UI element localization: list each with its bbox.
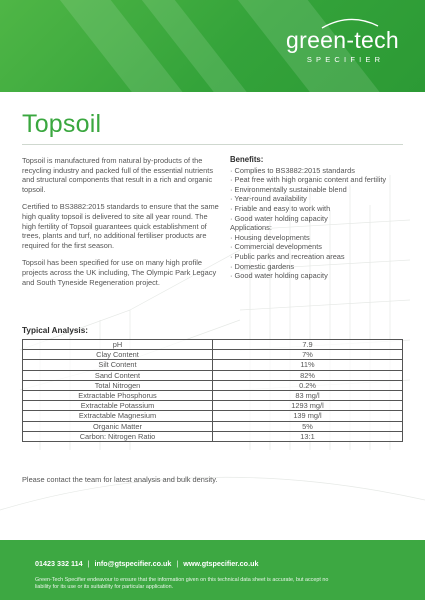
analysis-value: 82% [213, 370, 403, 380]
benefit-item: · Environmentally sustainable blend [230, 184, 347, 194]
table-row [23, 411, 403, 421]
intro-paragraph: Topsoil is manufactured from natural by-products of the recycling industry and packed full of the essential nutrients and structural components that result in a rich and organic topsoil. [22, 156, 214, 194]
benefit-item: · Peat free with high organic content and fertility [230, 175, 387, 185]
analysis-value: 7.9 [213, 340, 403, 350]
table-row [23, 390, 403, 400]
benefit-item: · Complies to BS3882:2015 standards [230, 165, 355, 175]
benefit-item: · Friable and easy to work with [230, 203, 331, 213]
intro-paragraph: Certified to BS3882:2015 standards to ensure that the same high quality topsoil is delivered to site all year round. The high fertility of Topsoil guarantees quick establishment of trees, plants and turf, no additional fertiliser products are required for the first season. [22, 202, 219, 250]
analysis-heading: Typical Analysis: [22, 326, 88, 335]
intro-column [22, 156, 222, 295]
benefits-heading: Benefits: [230, 155, 264, 164]
analysis-parameter: Carbon: Nitrogen Ratio [23, 431, 213, 441]
green-tech-logo [286, 28, 399, 64]
logo-tagline: SPECIFIER [306, 55, 385, 64]
benefit-item: · Good water holding capacity [230, 213, 328, 223]
footer-bar [0, 540, 425, 600]
footer-separator: | [87, 559, 90, 568]
logo-arc-icon [320, 16, 380, 30]
benefits-column [230, 155, 406, 281]
application-item: · Housing developments [230, 232, 310, 242]
application-item: · Good water holding capacity [230, 271, 328, 281]
application-item: · Public parks and recreation areas [230, 251, 345, 261]
analysis-value: 5% [213, 421, 403, 431]
table-row [23, 360, 403, 370]
table-row [23, 431, 403, 441]
page-title: Topsoil [22, 110, 102, 138]
phone-number[interactable]: 01423 332 114 [35, 559, 83, 568]
analysis-value: 1293 mg/l [213, 401, 403, 411]
table-row [23, 380, 403, 390]
analysis-value: 0.2% [213, 380, 403, 390]
application-item: · Domestic gardens [230, 261, 295, 271]
email-link[interactable]: info@gtspecifier.co.uk [94, 559, 172, 568]
analysis-parameter: Silt Content [23, 360, 213, 370]
analysis-table [22, 339, 403, 442]
table-row [23, 370, 403, 380]
table-row [23, 350, 403, 360]
analysis-value: 139 mg/l [213, 411, 403, 421]
analysis-value: 7% [213, 350, 403, 360]
table-row [23, 421, 403, 431]
applications-heading: Applications: [230, 223, 272, 233]
analysis-parameter: Sand Content [23, 370, 213, 380]
contact-note: Please contact the team for latest analysis and bulk density. [22, 475, 218, 484]
website-link[interactable]: www.gtspecifier.co.uk [183, 559, 259, 568]
analysis-value: 11% [213, 360, 403, 370]
analysis-value: 83 mg/l [213, 390, 403, 400]
analysis-parameter: Extractable Phosphorus [23, 390, 213, 400]
application-item: · Commercial developments [230, 242, 323, 252]
table-row [23, 340, 403, 350]
intro-paragraph: Topsoil has been specified for use on many high profile projects across the UK including, The Olympic Park Legacy and South Tyneside Regeneration project. [22, 258, 217, 287]
header-banner [0, 0, 425, 92]
table-row [23, 401, 403, 411]
footer-disclaimer: Green-Tech Specifier endeavour to ensure that the information given on this technical data sheet is accurate, but accept no liability for its use or its suitability for particular application. [35, 577, 329, 591]
analysis-parameter: Clay Content [23, 350, 213, 360]
analysis-value: 13:1 [213, 431, 403, 441]
footer-separator: | [176, 559, 179, 568]
benefit-item: · Year-round availability [230, 194, 307, 204]
title-divider [22, 144, 403, 145]
analysis-parameter: Extractable Potassium [23, 401, 213, 411]
analysis-parameter: pH [23, 340, 213, 350]
analysis-parameter: Total Nitrogen [23, 380, 213, 390]
logo-wordmark: green-tech [286, 27, 399, 53]
footer-contacts [35, 559, 258, 568]
analysis-parameter: Extractable Magnesium [23, 411, 213, 421]
analysis-parameter: Organic Matter [23, 421, 213, 431]
